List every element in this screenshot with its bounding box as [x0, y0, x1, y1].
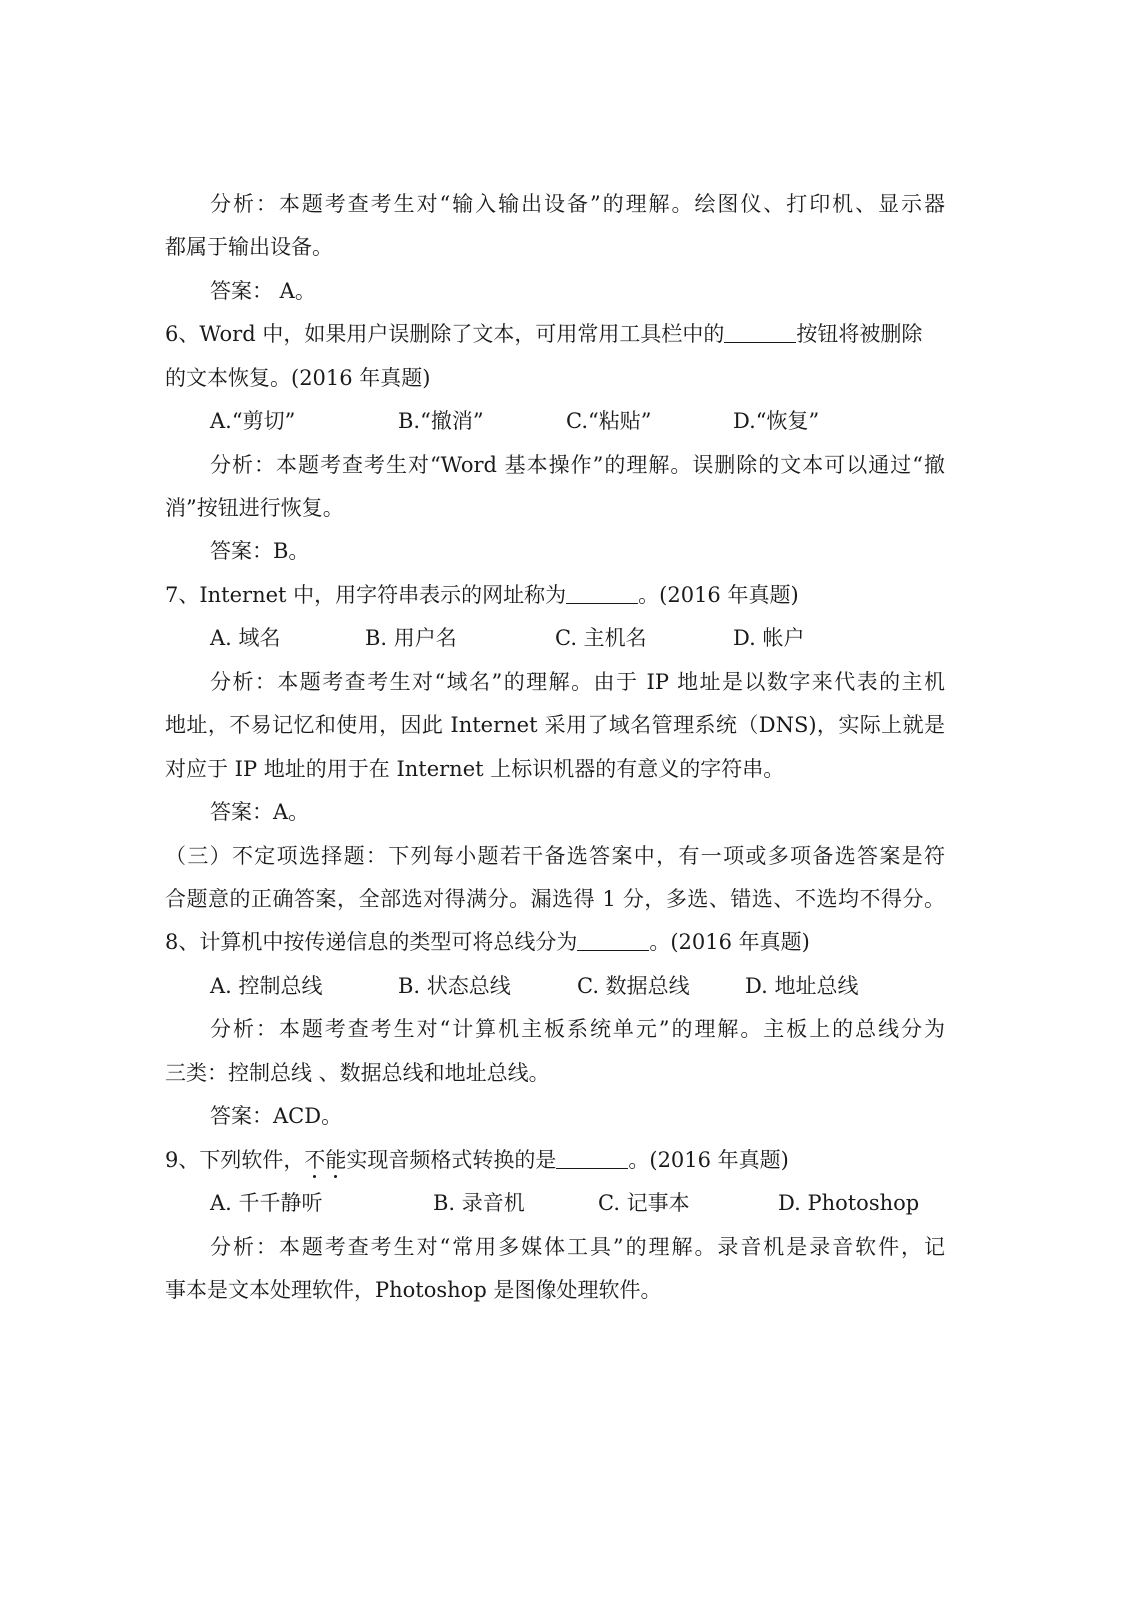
answer-blank — [556, 1148, 628, 1169]
q7-stem — [165, 581, 945, 609]
q8-options — [165, 972, 945, 1000]
q6-answer: 答案：B。 — [210, 539, 310, 563]
q7-analysis-line-1: 分析：本题考查考生对“域名”的理解。由于 IP 地址是以数字来代表的主机 — [210, 670, 945, 694]
option-a: A.“剪切” — [210, 409, 296, 433]
option-b: B. 用户名 — [365, 626, 457, 650]
section-3-heading: （三）不定项选择题：下列每小题若干备选答案中，有一项或多项备选答案是符 — [165, 844, 945, 868]
q7-analysis-line-2: 地址，不易记忆和使用，因此 Internet 采用了域名管理系统（DNS)，实际上就是 — [165, 713, 945, 737]
q9-analysis-line-2: 事本是文本处理软件，Photoshop 是图像处理软件。 — [165, 1278, 662, 1302]
q8-analysis-line-2: 三类：控制总线 、数据总线和地址总线。 — [165, 1061, 550, 1085]
q9-stem-text-3: 。(2016 年真题) — [628, 1148, 789, 1172]
q8-stem-text-2: 。(2016 年真题) — [649, 930, 810, 954]
option-b: B. 状态总线 — [398, 974, 511, 998]
q8-analysis-line-1: 分析：本题考查考生对“计算机主板系统单元”的理解。主板上的总线分为 — [210, 1017, 945, 1041]
q9-stem-text-2: 实现音频格式转换的是 — [346, 1148, 557, 1172]
q9-stem-text: 9、下列软件， — [165, 1148, 305, 1172]
option-d: D. 地址总线 — [745, 974, 859, 998]
q6-stem-text-2: 按钮将被删除 — [796, 322, 923, 346]
q6-analysis-line-1: 分析：本题考查考生对“Word 基本操作”的理解。误删除的文本可以通过“撤 — [210, 453, 945, 477]
q5-answer: 答案： A。 — [210, 279, 316, 303]
answer-blank — [724, 322, 796, 343]
q9-stem — [165, 1146, 945, 1174]
answer-blank — [566, 583, 638, 604]
q8-stem-text: 8、计算机中按传递信息的类型可将总线分为 — [165, 930, 578, 954]
option-b: B.“撤消” — [398, 409, 484, 433]
emphasized-text: 能 — [325, 1148, 347, 1172]
q6-stem — [165, 320, 945, 348]
q6-stem-line-2: 的文本恢复。(2016 年真题) — [165, 366, 431, 390]
section-3-heading-line-2: 合题意的正确答案，全部选对得满分。漏选得 1 分，多选、错选、不选均不得分。 — [165, 887, 945, 911]
option-c: C. 记事本 — [598, 1191, 690, 1215]
option-a: A. 控制总线 — [210, 974, 323, 998]
option-a: A. 千千静听 — [210, 1191, 323, 1215]
q5-analysis-line-2: 都属于输出设备。 — [165, 235, 333, 259]
q6-analysis-line-2: 消”按钮进行恢复。 — [165, 496, 344, 520]
answer-blank — [577, 930, 649, 951]
option-c: C.“粘贴” — [566, 409, 652, 433]
q5-analysis-line-1: 分析：本题考查考生对“输入输出设备”的理解。绘图仪、打印机、显示器 — [210, 192, 945, 216]
q8-stem — [165, 928, 945, 956]
q6-stem-text: 6、Word 中，如果用户误删除了文本，可用常用工具栏中的 — [165, 322, 725, 346]
q9-analysis-line-1: 分析：本题考查考生对“常用多媒体工具”的理解。录音机是录音软件，记 — [210, 1235, 945, 1259]
emphasized-text: 不 — [304, 1148, 326, 1172]
q7-stem-text: 7、Internet 中，用字符串表示的网址称为 — [165, 583, 567, 607]
q6-options — [165, 407, 945, 435]
option-d: D. Photoshop — [778, 1191, 920, 1215]
option-c: C. 数据总线 — [577, 974, 690, 998]
option-c: C. 主机名 — [555, 626, 647, 650]
q7-options — [165, 624, 945, 652]
option-a: A. 域名 — [210, 626, 281, 650]
q8-answer: 答案：ACD。 — [210, 1104, 343, 1128]
option-d: D. 帐户 — [733, 626, 805, 650]
q7-analysis-line-3: 对应于 IP 地址的用于在 Internet 上标识机器的有意义的字符串。 — [165, 757, 785, 781]
option-b: B. 录音机 — [433, 1191, 525, 1215]
q9-options — [165, 1189, 945, 1217]
q7-stem-text-2: 。(2016 年真题) — [638, 583, 799, 607]
option-d: D.“恢复” — [733, 409, 820, 433]
q7-answer: 答案：A。 — [210, 800, 310, 824]
